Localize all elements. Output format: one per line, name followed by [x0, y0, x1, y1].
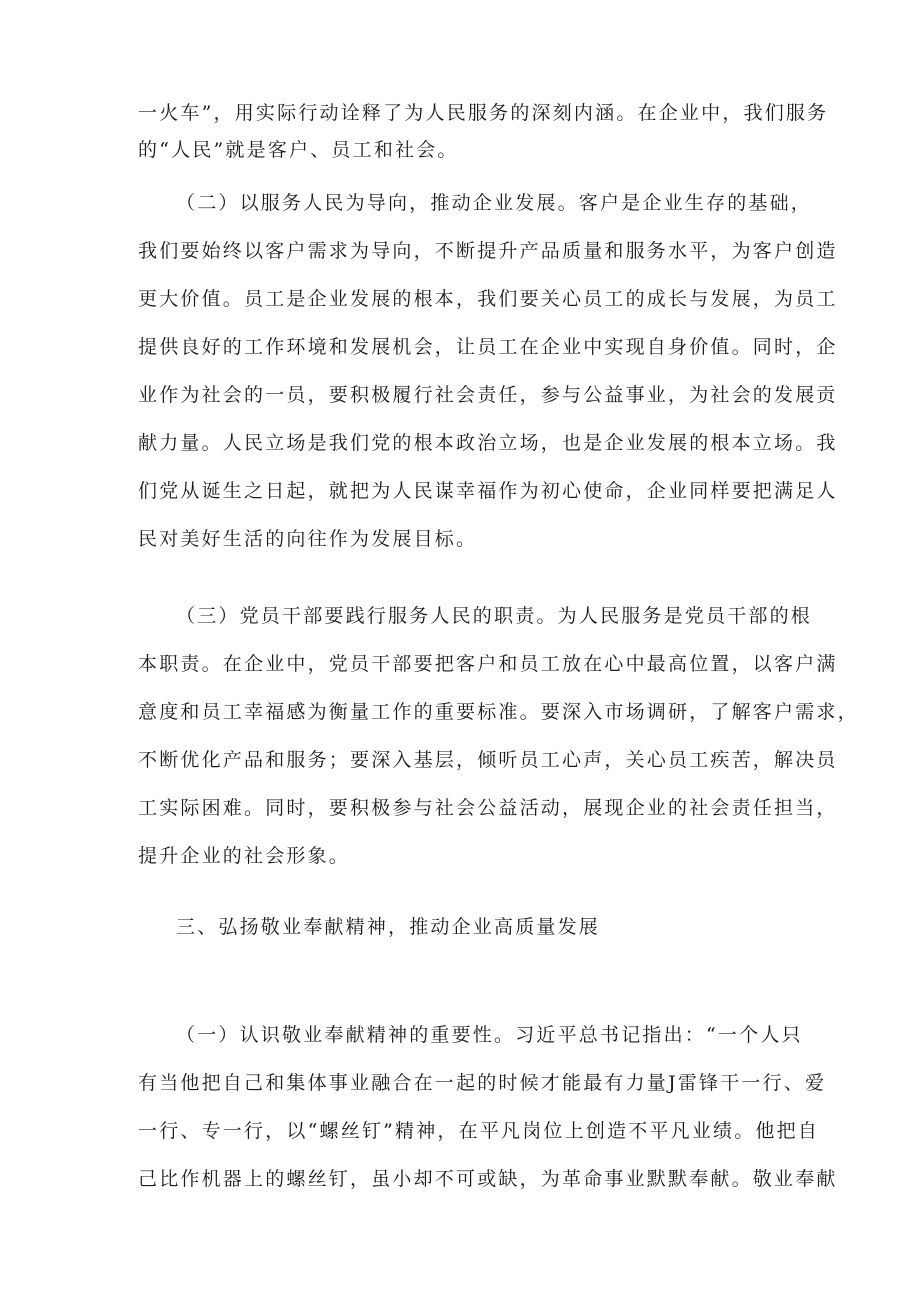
- paragraph-dedication-importance: [138, 1021, 838, 1193]
- text-line: 我们要始终以客户需求为导向，不断提升产品质量和服务水平，为客户创造: [138, 240, 838, 262]
- text-line: 献力量。人民立场是我们党的根本政治立场，也是企业发展的根本立场。我: [138, 432, 838, 454]
- text-line: 不断优化产品和服务；要深入基层，倾听员工心声，关心员工疾苦，解决员: [138, 749, 838, 771]
- text-line: 提升企业的社会形象。: [138, 845, 351, 867]
- text-line: 有当他把自己和集体事业融合在一起的时候才能最有力量J雷锋干一行、爱: [138, 1072, 827, 1094]
- paragraph-serve-people-orientation: [138, 189, 838, 553]
- text-line: 更大价值。员工是企业发展的根本，我们要关心员工的成长与发展，为员工: [138, 288, 838, 310]
- text-line: 民对美好生活的向往作为发展目标。: [138, 528, 478, 550]
- text-line: 提供良好的工作环境和发展机会，让员工在企业中实现自身价值。同时，企: [138, 336, 838, 358]
- text-line: 己比作机器上的螺丝钉，虽小却不可或缺，为革命事业默默奉献。敬业奉献: [138, 1168, 838, 1190]
- text-line: 业作为社会的一员，要积极履行社会责任，参与公益事业，为社会的发展贡: [138, 384, 838, 406]
- text-line: 们党从诞生之日起，就把为人民谋幸福作为初心使命，企业同样要把满足人: [138, 480, 838, 502]
- text-line: 工实际困难。同时，要积极参与社会公益活动，展现企业的社会责任担当，: [138, 797, 838, 819]
- text-line: （二）以服务人民为导向，推动企业发展。客户是企业生存的基础，: [176, 192, 813, 214]
- section-heading: 三、弘扬敬业奉献精神，推动企业高质量发展: [176, 916, 601, 938]
- text-line: 一行、专一行，以“螺丝钉”精神，在平凡岗位上创造不平凡业绩。他把自: [138, 1120, 820, 1142]
- text-line: （一）认识敬业奉献精神的重要性。习近平总书记指出：“一个人只: [176, 1024, 803, 1046]
- text-line: （三）党员干部要践行服务人民的职责。为人民服务是党员干部的根: [176, 605, 813, 627]
- text-line: 的“人民”就是客户、员工和社会。: [138, 139, 459, 161]
- text-line: 本职责。在企业中，党员干部要把客户和员工放在心中最高位置，以客户满: [138, 653, 838, 675]
- paragraph-continuation: [138, 99, 829, 164]
- paragraph-cadre-duties: [138, 602, 859, 870]
- text-line: 一火车”，用实际行动诠释了为人民服务的深刻内涵。在企业中，我们服务: [138, 102, 829, 124]
- text-line: 意度和员工幸福感为衡量工作的重要标准。要深入市场调研，了解客户需求，: [138, 701, 859, 723]
